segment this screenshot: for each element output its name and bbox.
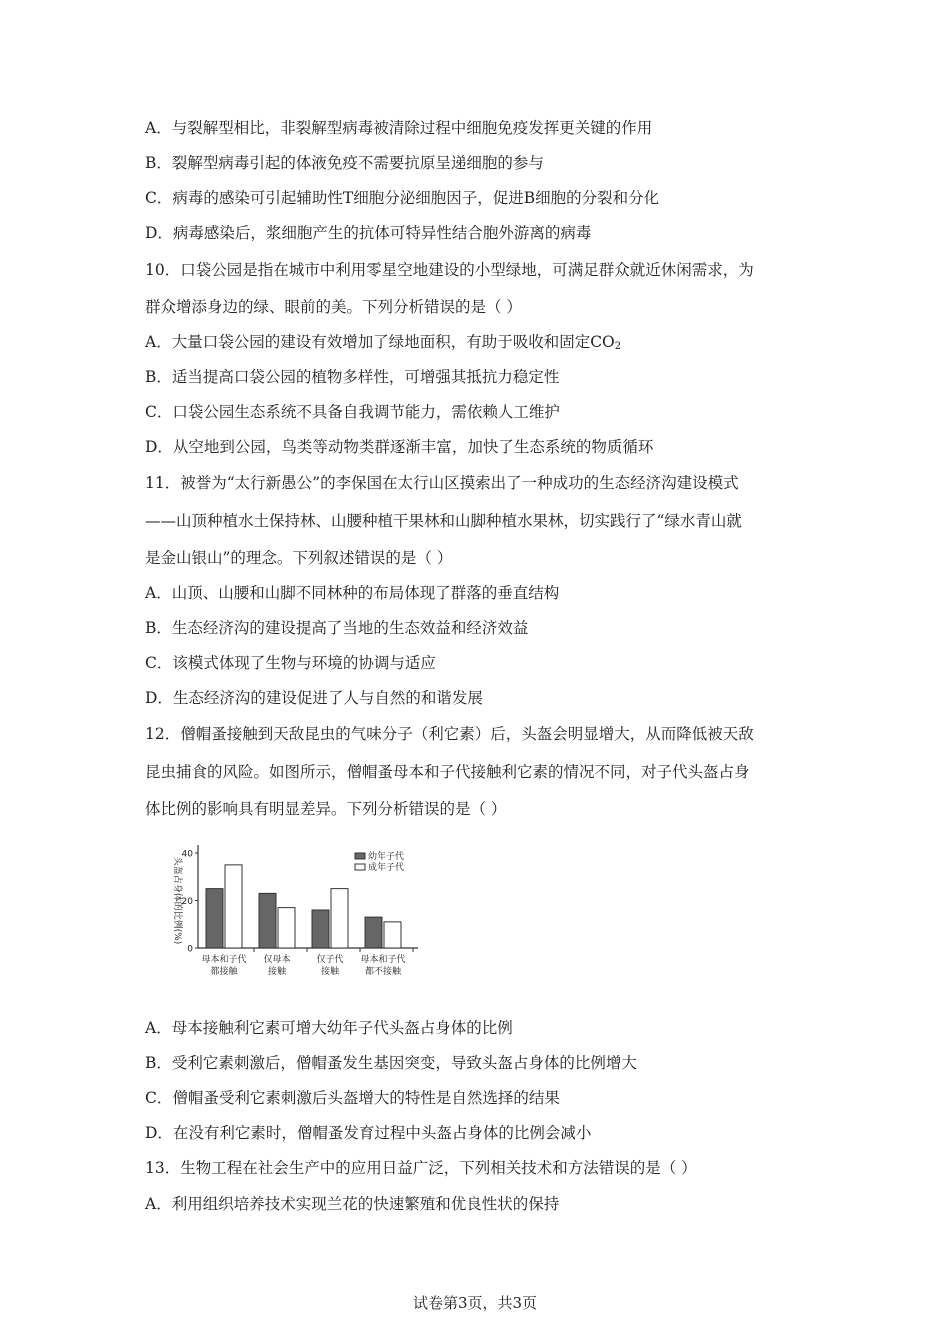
line-q11-d: D．生态经济沟的建设促进了人与自然的和谐发展 bbox=[145, 689, 483, 707]
question-10-stem-cont: 群众增添身边的绿、眼前的美。下列分析错误的是（ ） bbox=[145, 298, 522, 316]
x-tick-label: 母本和子代 bbox=[201, 955, 247, 965]
question-12-stem-cont2: 体比例的影响具有明显差异。下列分析错误的是（ ） bbox=[145, 800, 507, 818]
x-tick-label: 都接触 bbox=[210, 967, 238, 977]
question-11-stem-cont1: ——山顶种植水土保持林、山腰种植干果林和山脚种植水果林，切实践行了“绿水青山就 bbox=[145, 512, 742, 530]
line-q12-b: B．受利它素刺激后，僧帽蚤发生基因突变，导致头盔占身体的比例增大 bbox=[145, 1054, 637, 1072]
bar-chart bbox=[160, 835, 425, 985]
line-q12-c: C．僧帽蚤受利它素刺激后头盔增大的特性是自然选择的结果 bbox=[145, 1089, 560, 1107]
x-tick-label: 接触 bbox=[267, 967, 287, 977]
page-footer: 试卷第3页，共3页 bbox=[412, 1294, 538, 1312]
legend-swatch-juvenile bbox=[355, 853, 365, 859]
legend-label: 幼年子代 bbox=[368, 852, 405, 862]
line-q10-b: B．适当提高口袋公园的植物多样性，可增强其抵抗力稳定性 bbox=[145, 368, 560, 386]
x-tick-label: 仅母本 bbox=[263, 955, 291, 965]
bar-juvenile bbox=[365, 917, 382, 948]
line-q13-a: A．利用组织培养技术实现兰花的快速繁殖和优良性状的保持 bbox=[145, 1195, 560, 1213]
x-tick-label: 都不接触 bbox=[364, 967, 402, 977]
bar-adult bbox=[384, 922, 401, 948]
question-10-stem: 10．口袋公园是指在城市中利用零星空地建设的小型绿地，可满足群众就近休闲需求，为 bbox=[145, 261, 754, 279]
x-tick-label: 母本和子代 bbox=[360, 955, 406, 965]
bar-adult bbox=[225, 865, 242, 948]
line-q9-b: B．裂解型病毒引起的体液免疫不需要抗原呈递细胞的参与 bbox=[145, 154, 544, 172]
question-12-stem: 12．僧帽蚤接触到天敌昆虫的气味分子（利它素）后，头盔会明显增大，从而降低被天敌 bbox=[145, 725, 754, 743]
bar-juvenile bbox=[312, 910, 329, 948]
line-q10-d: D．从空地到公园，鸟类等动物类群逐渐丰富，加快了生态系统的物质循环 bbox=[145, 438, 654, 456]
line-q10-c: C．口袋公园生态系统不具备自我调节能力，需依赖人工维护 bbox=[145, 403, 560, 421]
x-tick-label: 仅子代 bbox=[316, 955, 344, 965]
line-q10-a bbox=[145, 332, 621, 357]
line-q11-b: B．生态经济沟的建设提高了当地的生态效益和经济效益 bbox=[145, 619, 529, 637]
x-tick-label: 接触 bbox=[320, 967, 340, 977]
question-12-stem-cont1: 昆虫捕食的风险。如图所示，僧帽蚤母本和子代接触利它素的情况不同，对子代头盔占身 bbox=[145, 763, 750, 781]
line-q9-d: D．病毒感染后，浆细胞产生的抗体可特异性结合胞外游离的病毒 bbox=[145, 224, 592, 242]
line-q9-c: C．病毒的感染可引起辅助性T细胞分泌细胞因子，促进B细胞的分裂和分化 bbox=[145, 189, 660, 207]
bar-adult bbox=[278, 908, 295, 948]
line-q12-a: A．母本接触利它素可增大幼年子代头盔占身体的比例 bbox=[145, 1019, 513, 1037]
option-text: A．大量口袋公园的建设有效增加了绿地面积，有助于吸收和固定CO bbox=[145, 333, 615, 351]
bar-juvenile bbox=[259, 893, 276, 948]
line-q9-a: A．与裂解型相比，非裂解型病毒被清除过程中细胞免疫发挥更关键的作用 bbox=[145, 119, 653, 137]
line-q11-a: A．山顶、山腰和山脚不同林种的布局体现了群落的垂直结构 bbox=[145, 584, 560, 602]
line-q11-c: C．该模式体现了生物与环境的协调与适应 bbox=[145, 654, 436, 672]
legend-label: 成年子代 bbox=[368, 863, 405, 873]
question-13-stem: 13．生物工程在社会生产中的应用日益广泛，下列相关技术和方法错误的是（ ） bbox=[145, 1159, 697, 1177]
bar-juvenile bbox=[206, 889, 223, 948]
question-11-stem: 11．被誉为“太行新愚公”的李保国在太行山区摸索出了一种成功的生态经济沟建设模式 bbox=[145, 474, 739, 492]
y-axis-label: 头盔占身体的比例(%) bbox=[172, 856, 182, 945]
y-tick-label: 0 bbox=[187, 944, 193, 955]
bar-adult bbox=[331, 889, 348, 948]
legend-swatch-adult bbox=[355, 864, 365, 870]
y-tick-label: 40 bbox=[181, 849, 193, 860]
subscript: 2 bbox=[614, 341, 622, 352]
line-q12-d: D．在没有利它素时，僧帽蚤发育过程中头盔占身体的比例会减小 bbox=[145, 1124, 592, 1142]
question-11-stem-cont2: 是金山银山”的理念。下列叙述错误的是（ ） bbox=[145, 549, 453, 567]
y-tick-label: 20 bbox=[181, 897, 193, 907]
